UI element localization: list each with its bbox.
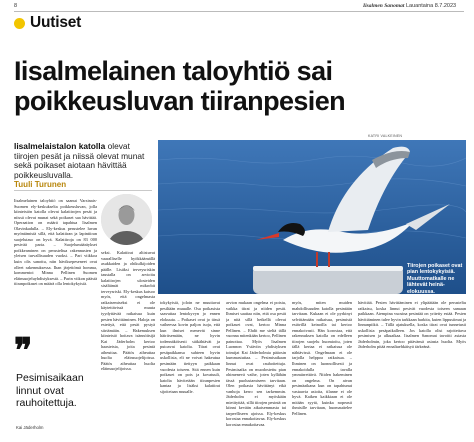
photo-credit: KATRI VALKEINEN <box>368 134 403 138</box>
article-body-col4 <box>226 300 286 436</box>
article-body-col1 <box>14 198 97 336</box>
author-avatar <box>101 194 152 245</box>
lead-bold: Iisalmelaistalon katolla <box>14 141 106 151</box>
quote-mark-icon: ❞ <box>14 332 33 370</box>
article-body-col2 <box>101 250 155 436</box>
body-text: myös, miten muiden mahdollisuuden katolla pesintään tarvitaan. Kukaan ei ole pyrkinyt selvittämään ratkaisua, pesimistä estävillä keinoilla tai kertoo ennakoivasti. Hän korostaa, että rakennuksen katolla on edelleen tiirojen suojelu huomioitu, joten tällä kertaa ei ratkaisua ole nähtävissä. Ongelmaan ei ole tarjolla helppoa ratkaisua. – Ihminen on luonnollisesti ja ennakoidulla tavalla ymmärrettävä. Niiden hakeminen on ongelma. On aivan pesimäaikana kun on tapahtunut vastaavia asioita, tilanne ei ole hyvä. Kaiken kaikkiaan ei ole mitään syytä, kuinka nopeasti ihmisille tarvitaan, huomauttelee Pellinen. <box>292 300 352 416</box>
body-text: tokykyisiä, joloin ne muuttavat pesiltään muualle. Osa poikasista saavuttaa lentokyvyn jo ennen elokuuta. – Poikaset ovat jo tässä vaiheessa kovin paljon isoja, että kun ilmiset menevät sinne häiritsemään, ne hyvin todennäköisesti säikähtävät ja putoavat katolta. Tiirat ovat pesäpaikkansa suhteen hyvin uskollisia, eli ne voivat hakeutua pesimään tiettyyn paikkaan vuodesta toiseen. Sitä ennen kuin poikaset on pois ja kovatuuli, katolta hävitetään tiiranpesien kantaa ja lisäksi kalatiirat sijoitetaan muualle. <box>160 300 220 394</box>
headline: Iisalmelainen taloyhtiö sai poikkeusluvan tiiranpesien <box>14 56 346 116</box>
body-text: arvion mukaan ongelma ei poistu, vaikka tiirat ja niiden pesät. Ihmiset saattaa niin, että osa pesät ja nitä sillä hetkellä olevat poikaset ovat, kertoo Minna Pellinen. – Ehdit me sieltä tällä vuonna mitenkään kertoo, Pellinen painottaa. Myös Iisalmen Luonnon Ystäviin yhdistyksen toimijat Kai Jäderholmia pääosin kummastuttaa. – Pesimisaikaan linnut ovat rauhoitettuja. Pesimisaika on muodostettu pian ohimenevä vaihe, joten kyllähän tässä puolustamiseen tarvitaan. Olen poikasia hävittänyt eikä vanhoja kerro sen tarkemmin. Jäderholm ei myöskään mietityttää, sillä tiirojen pesintä on kiinni kevään aikaisemmasta tai tarpeelliseen ajoissa. Ely-keskus korostaa ennakoitavaa. Ely-keskus korostaa ennakoitavaa. <box>226 300 286 428</box>
page-number: 8 <box>14 3 18 9</box>
body-text: Iisalmelainen taloyhtiö on saanut Varsinais-Suomen ely-keskukselta poikkeusluvan, jolla kiinteistön katolla olevat kalatiirojen pesät ja niissä olevat munat sekä poikaset saa hävittää. Operaation on määrä tapahtua Iisalmen Olavinkadulla. – Ely-keskus perustelee luvan myöntämistä sillä, että kalatiiran ja lapintiiran suojelutaso on hyvä. Kalatiiroja on 83 000 pesivää paria. – Suojelumääräykset poikkeaminen on perusteltua rakennusten ja yleisen turvallisuuden vuoksi. – Pari viikkoa kuin olis sanottu, niin häviksepeseneet ovat olleet rakennuksessa. Ihan järjettömä homma, kommentoi Minna Pellinen Suomen eläinsuojeluyhdistyksestä. – Parin viikon päästä tiiranpoikaset on määrä olla lentokykyisiä. <box>14 198 97 287</box>
body-text: hävittää. Pesien hävittäminen ei ylipäätään ole perusteltu ratkaisu, koska linnut pesivät vuodesta toiseen samaan paikkaan. Aiempina vuosina pesintää on yritetty estää. Pesien hävittäminen tulee hyvin tarkkaan harkita, kuten lippusiimat ja linnunpiikit. – Tällä ajatuksella, koska tiirat ovat tunnetusti uskollisia pesäpaikalleen. Jos katolla olisi rajoitettava pesimisen ja alkuaikaa. Iisalmen Sanomat tavoitti asiasta Jäderholmin, joka kertoo pitävänsä asiasta huolta. Myös Jäderholm pitää ennaltaehkäisyä tärkeänä. <box>358 300 466 350</box>
byline-divider <box>14 190 152 191</box>
byline: Tuuli Turunen <box>14 180 67 189</box>
paper-name: Iisalmen Sanomat <box>363 3 405 9</box>
article-body-col6 <box>358 300 466 436</box>
article-body-col5 <box>292 300 352 436</box>
section-label: Uutiset <box>30 14 82 31</box>
pull-quote: Pesimisaikaan linnut ovat rauhoitettuja. <box>16 372 84 409</box>
body-text: seksi. Kalatiirat altistuvat vaaralliselle hyökkäämällä asukkaiden ja ohikulkijoiden päälle. Lisäksi terveysriskin taustalla on arvioitu kalatiirojen ulosteiden sisältämät mikrobit terveysriski. Ely-keskus katsoo myös, että ongelmasta ratkaisemiseksi ei ole käytettävissä muuta tyydyttävää ratkaisua kuin pesien hävittäminen. Haloja on estettyä, että pesät pystyä siirtämään. – Hakemuksen kiinteistö hoitava isännöitsijä Kai Jäderholm kertoo haasteista, joita pesintä aiheuttaa. Päätös aiheuttaa huolta eläinsuojelijoissa. Päätös aiheuttaa huolta eläinsuojelijoissa. <box>101 250 155 372</box>
section-dot-icon <box>14 18 25 29</box>
issue-info <box>363 3 456 9</box>
photo-caption: Tiirojen poikaset ovat pian lentokykyisiä. Muuttomatkalle ne lähtevät heinä-elokuussa. <box>407 263 463 295</box>
issue-date: Lauantaina 8.7.2023 <box>405 3 457 9</box>
article-body-col3 <box>160 300 220 436</box>
section-header <box>14 14 81 32</box>
lead-rest: olevat tiirojen pesät ja niissä olevat munat sekä poikaset aiotaan hävittää poikkeusluvalla. <box>14 141 145 181</box>
top-rule <box>14 11 464 12</box>
lead-paragraph <box>14 142 152 181</box>
pull-quote-attribution: Kai Jäderholm <box>16 425 44 430</box>
